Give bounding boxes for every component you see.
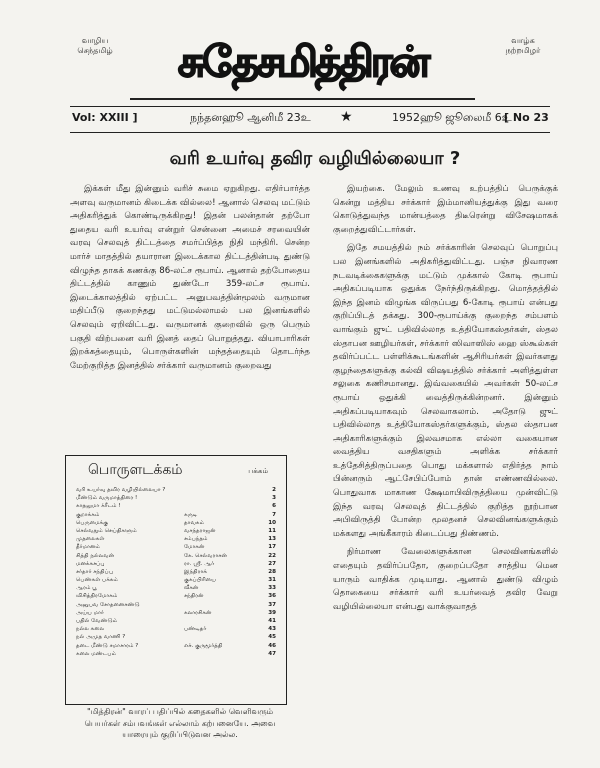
toc-item-title: நல்ல கலை xyxy=(76,626,105,633)
toc-item-title: காதலுமா க்ரீடம் ! xyxy=(76,503,121,510)
toc-page-label: பக்கம் xyxy=(248,467,268,475)
toc-item-page: 10 xyxy=(268,519,276,526)
toc-item-page: 2 xyxy=(272,487,276,493)
volume-number: Vol: XXIII ] xyxy=(72,111,138,124)
toc-item-title: நல் அமுத வாணி ? xyxy=(76,634,126,641)
toc-item-title: சித்தி நல்லவன் xyxy=(76,552,115,559)
toc-item-author: வீகன் xyxy=(184,585,199,592)
toc-item-title: அனுபவ சோதனைசண்டு xyxy=(76,601,140,608)
toc-item-author: சந்திரன் xyxy=(184,593,204,600)
toc-item-author: மோகன் xyxy=(184,544,205,551)
disclaimer-notice: "மித்திரன்" வாரப் பதிப்பில் கதைகளில் வெளிவரும் பெயர்கள் சம்பவங்கள் எல்லாம் கற்பனையே. அவை யாரையும் குறிப்பிடுவன அல்ல. xyxy=(84,707,276,739)
toc-item xyxy=(76,494,276,502)
toc-item-author: கே. செல்வராசன் xyxy=(184,552,227,559)
newspaper-title: சுதேசமித்திரன் xyxy=(177,37,428,86)
bottom-rule xyxy=(70,132,550,133)
toc-title: பொருளடக்கம் xyxy=(88,462,183,478)
toc-item-author: சம்பந்தம் xyxy=(184,536,208,543)
toc-item-title: கலை மண்டபம் xyxy=(76,650,117,657)
toc-list xyxy=(76,486,276,658)
toc-item xyxy=(76,633,276,641)
toc-item-page: 46 xyxy=(268,642,276,649)
issue-bar xyxy=(70,111,550,129)
masthead-right-note: வாழ்க நற்றமிழர் xyxy=(505,36,541,55)
toc-item-title: சர்தார் சந்திப்பு xyxy=(76,568,113,575)
toc-item-page: 33 xyxy=(268,585,276,592)
toc-item-author: வசந்தராஜன் xyxy=(184,527,216,534)
toc-item xyxy=(76,519,276,527)
toc-item-author: எச். குருமூர்த்தி xyxy=(184,642,223,649)
toc-item-page: 47 xyxy=(268,650,276,657)
toc-item xyxy=(76,543,276,551)
left-column xyxy=(70,183,310,445)
toc-item-page: 45 xyxy=(268,634,276,641)
toc-item-title: பெண்கள் பக்கம் xyxy=(76,577,118,584)
toc-item-title: மீண்டும் வருமாத்திரை ! xyxy=(76,495,138,502)
star-icon: ★ xyxy=(340,109,353,125)
toc-item xyxy=(76,584,276,592)
toc-item-page: 36 xyxy=(268,593,276,600)
masthead-left-note: வாழிய செந்தமிழ் xyxy=(77,36,113,55)
toc-item-author: இந்திராக் xyxy=(184,568,208,575)
toc-item-title: ஆரம் பூ xyxy=(76,585,97,592)
toc-item-author: ரா. ஸ்ரீ. ஆர் xyxy=(184,560,215,567)
toc-item xyxy=(76,576,276,584)
toc-item xyxy=(76,642,276,650)
toc-item-title: தடை மீண்டு சமாசாரம் ? xyxy=(76,642,139,649)
toc-item xyxy=(76,502,276,510)
right-column xyxy=(333,183,558,698)
toc-item-page: 31 xyxy=(268,577,276,584)
toc-item-page: 6 xyxy=(272,503,276,510)
toc-item-page: 27 xyxy=(268,560,276,567)
toc-item-author: தாவகம் xyxy=(184,519,204,526)
toc-item-page: 22 xyxy=(268,552,276,559)
toc-item xyxy=(76,592,276,600)
toc-item xyxy=(76,568,276,576)
table-of-contents xyxy=(65,455,287,705)
toc-item xyxy=(76,560,276,568)
tamil-date: நந்தனஹூ ஆனிமீ 23உ xyxy=(190,111,311,124)
right-paragraph: நிர்மாண வேலைகளுக்கான செலவினங்களில் எதையும் தவிர்ப்பதோ, குறைப்பதோ சாத்திய மென யாரும் வாதிக்க முடியாது. ஆனால் துண்டு விழும் தொகையை சர்க்கார் வரி உயர்வைத் தவிர வேறு வழியில்லையா என்பது வாக்குவாதத் xyxy=(333,547,558,612)
toc-item-page: 7 xyxy=(272,511,276,518)
toc-item-page: 37 xyxy=(268,601,276,608)
toc-item xyxy=(76,650,276,658)
right-paragraph: இயற்கை. மேலும் உணவு உற்பத்திப் பெருக்குக் கென்று மத்திய சர்க்கார் இம்மானியத்துக்கு இது வரை கொடுத்துவந்த மான்யத்தை திடீரென்று விசேஷமாகக் குறைத்துவிட்டார்கள். xyxy=(333,184,558,235)
toc-item-page: 41 xyxy=(268,618,276,624)
toc-item-title: பதில் வேண்டும் xyxy=(76,618,118,624)
english-date: 1952ஹூ ஜூலைமீ 6உ xyxy=(392,111,512,124)
toc-item-page: 17 xyxy=(268,544,276,551)
toc-item-page: 39 xyxy=(268,609,276,616)
issue-number: [ No 23 xyxy=(504,111,549,124)
toc-item-title: வரி உயர்வு தவிர வழியில்லையா ? xyxy=(76,487,166,493)
toc-item-title: தீர்மானம் xyxy=(76,544,100,551)
toc-item-title: பெருமைக்கு xyxy=(76,519,109,526)
toc-item-page: 3 xyxy=(272,495,276,502)
toc-item xyxy=(76,609,276,617)
toc-item-author: கலாரசிகன் xyxy=(184,609,212,616)
right-paragraph: இதே சமயத்தில் நம் சர்க்காரின் செலவுப் பொறுப்பு பல இனங்களில் அதிகரித்துவிட்டது. பஞ்ச நிவாரண நடவடிக்கைகளுக்கு மட்டும் முக்கால் கோடி ரூபாய் அதிகப்படியாக ஒதுக்க நேர்ந்திருக்கிறது. மொத்தத்தில் இந்த இனம் விழுங்க விருப்பது 6-கோடி ரூபாய் என்பது குறிப்பிடத் தக்கது. 300-ரூபாய்க்கு குறைந்த சம்பளம் வாங்கும் ஜுட் பதிவில்லாத உத்தியோகஸ்தர்கள், ஸ்தல ஸ்தாபன ஊழியர்கள், சர்க்கார் ஸிவாஸிஸ் ஹை ஸ்கூல்கள் தவிர்ப்பட்ட பள்ளிக்கூடங்களின் ஆசிரியர்கள் இவர்களது குழந்தைகளுக்கு கல்வி விஷயத்தில் சர்க்கார் அளித்துள்ள சலுகை கணிசமானது. இவ்வகையில் அவர்கள் 50-லட்ச ரூபாய் ஒதுக்கி வைத்திருக்கின்றனர். இன்னும் அதிகப்படியாகவும் செலவாகலாம். அதோடு ஜுட் பதிவில்லாத உத்தியோகஸ்தர்களுக்கும், ஸ்தல ஸ்தாபன அதிகாரிகளுக்கும் இலவசமாக எல்லா வகையான வைத்திய வசதிகளும் அளிக்க சர்க்கார் உத்தேசித்திருப்பதை பொது மக்களால் எதிர்த்த நாம் பின்னரும் ஆட்சேபிப்போம் தான் எண்ணவில்லை. பொதுவாக மாகாண க்ஷேமாபிவிருத்தியை முன்விட்டு இந்த வரவு செலவுத் திட்டத்தில் குறித்த நூற்பான அபிவிருத்தி போன்ற மூலதனச் செலவினங்களுக்கும் மக்களது அங்கீகாரம் கிடைப்பது திண்ணம். xyxy=(333,243,558,539)
editorial-headline: வரி உயர்வு தவிர வழியில்லையா ? xyxy=(169,148,461,169)
toc-item-title: விசித்திரமோகம் xyxy=(76,593,118,600)
toc-item-title: மனக்கசப்பு xyxy=(76,560,105,567)
toc-item-page: 13 xyxy=(268,536,276,543)
toc-item-page: 43 xyxy=(268,626,276,633)
toc-item xyxy=(76,511,276,519)
toc-item-title: செல்வதும் செய்திகளும் xyxy=(76,527,137,534)
toc-item-author: குகப்பிரியை xyxy=(184,577,216,584)
toc-item xyxy=(76,535,276,543)
toc-item xyxy=(76,486,276,494)
toc-item-title: அய்ய மார் xyxy=(76,609,104,616)
toc-item xyxy=(76,552,276,560)
toc-item xyxy=(76,527,276,535)
toc-item-page: 11 xyxy=(268,527,276,534)
top-rule xyxy=(70,106,550,107)
toc-item-author: பண்டிதர் xyxy=(184,626,207,633)
toc-item-author: கருடி xyxy=(184,511,198,518)
left-paragraph: இக்கள் மீது இன்னும் வரிச் சுமை ஏறுகிறது. எதிர்பார்த்த அளவு வருமானம் கிடைக்க வில்லை! ஆனால் செலவு மட்டும் அதிகரித்துக் கொண்டிருக்கிறது! இதன் பலன்தான் தற்போ துதைய வரி உயர்வு என்றுர் சென்னை அமைச் சரவையின் வரவு செலவுத் திட்டத்தை சமர்ப்பித்த நிதி மந்திரி. சென்ற மார்ச் மாதத்தில் தயாரான இடைக்கால திட்டத்தின்படி துண்டு விழுந்த தாகக் கணக்கு 86-லட்ச ரூபாய். ஆனால் தற்போதைய திட்டத்தில் காணும் துண்டோ 359-லட்ச ரூபாய். இடைக்காலத்தில் ஏற்பட்ட அனுபவத்தின்மூலம் வருமான மதிப்பீடு குறைந்தது மட்டுமல்லாமல் பல இனங்களில் செலவும் ஏறிவிட்டது. வருமானக் குறைவில் ஒரு பெரும் பகுதி விற்பனை வரி இனத் தைப் பொறுத்தது. வியாபாரிகள் இறக்கத்தையும், பொருள்களின் மந்தத்தையும் தொடர்ந்த மேற்குறித்த இனத்தில் சர்க்கார் வருமானம் குறைவது xyxy=(70,184,310,371)
toc-item-title: முதலைகள் xyxy=(76,536,105,543)
toc-item-title: குறாக்கம் xyxy=(76,511,100,518)
toc-item xyxy=(76,625,276,633)
masthead xyxy=(130,28,475,100)
toc-item-page: 28 xyxy=(268,568,276,575)
toc-item xyxy=(76,601,276,609)
toc-item xyxy=(76,617,276,625)
